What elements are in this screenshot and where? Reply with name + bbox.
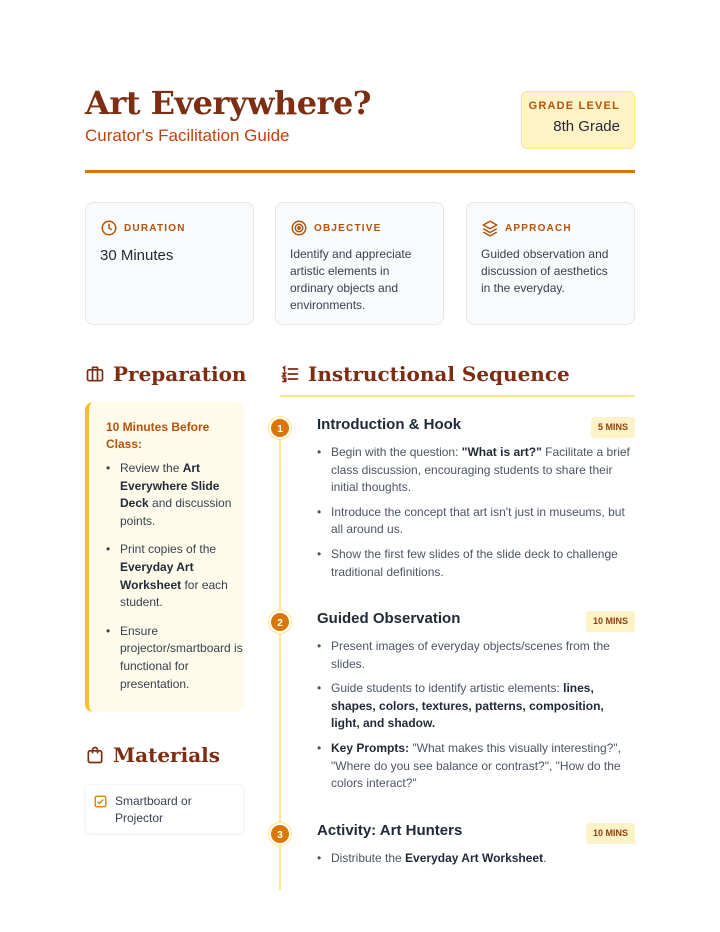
list-item: • Ensure projector/smartboard is functional for presentation. bbox=[106, 623, 246, 693]
lesson-guide-page bbox=[85, 0, 635, 932]
materials-heading bbox=[85, 743, 220, 767]
step-list bbox=[317, 638, 635, 800]
objective-label: OBJECTIVE bbox=[314, 222, 382, 234]
step-list bbox=[317, 444, 635, 588]
objective-card bbox=[275, 202, 444, 325]
duration-badge: 10 MINS bbox=[586, 823, 635, 844]
step-list bbox=[317, 850, 635, 875]
preparation-heading bbox=[85, 362, 246, 386]
grade-level-value: 8th Grade bbox=[553, 118, 620, 135]
page-title: Art Everywhere? bbox=[85, 84, 372, 122]
step-number: 2 bbox=[269, 611, 291, 633]
preparation-subheading: 10 Minutes Before Class: bbox=[106, 420, 210, 451]
step-title: Introduction & Hook bbox=[317, 416, 462, 433]
list-item: • Begin with the question: "What is art?" Facilitate a brief class discussion, encouraging students to share their initial thoughts. bbox=[317, 444, 635, 497]
header-divider bbox=[85, 170, 635, 173]
list-ordered-icon bbox=[280, 364, 300, 384]
preparation-box bbox=[85, 402, 244, 712]
sequence-divider bbox=[280, 395, 635, 397]
briefcase-icon bbox=[85, 364, 105, 384]
page-subtitle: Curator's Facilitation Guide bbox=[85, 126, 290, 145]
duration-value: 30 Minutes bbox=[100, 247, 174, 264]
list-item: • Key Prompts: "What makes this visually interesting?", "Where do you see balance or contrast?", "How do the colors interact?" bbox=[317, 740, 635, 793]
sequence-heading bbox=[280, 362, 570, 386]
clock-icon bbox=[100, 219, 118, 237]
materials-title: Materials bbox=[113, 743, 221, 767]
step-title: Guided Observation bbox=[317, 610, 461, 627]
list-item: • Distribute the Everyday Art Worksheet. bbox=[317, 850, 635, 868]
grade-level-box bbox=[521, 91, 635, 149]
duration-badge: 5 MINS bbox=[591, 417, 635, 438]
timeline-line bbox=[279, 428, 281, 890]
shopping-bag-icon bbox=[85, 745, 105, 765]
materials-item-label: Smartboard or Projector bbox=[115, 794, 192, 825]
target-icon bbox=[290, 219, 308, 237]
step-title: Activity: Art Hunters bbox=[317, 822, 463, 839]
step-number: 3 bbox=[269, 823, 291, 845]
objective-text: Identify and appreciate artistic elements in ordinary objects and environments. bbox=[290, 247, 412, 312]
approach-card bbox=[466, 202, 635, 325]
grade-level-label: GRADE LEVEL bbox=[528, 100, 620, 112]
list-item: • Introduce the concept that art isn't just in museums, but all around us. bbox=[317, 504, 635, 539]
checkbox-checked-icon bbox=[94, 795, 107, 808]
preparation-list bbox=[106, 460, 244, 693]
approach-label: APPROACH bbox=[505, 222, 572, 234]
materials-item bbox=[85, 784, 244, 834]
list-item: • Guide students to identify artistic elements: lines, shapes, colors, textures, patterns, composition, light, and shadow. bbox=[317, 680, 635, 733]
layers-icon bbox=[481, 219, 499, 237]
preparation-title: Preparation bbox=[113, 362, 247, 386]
step-number: 1 bbox=[269, 417, 291, 439]
list-item: • Show the first few slides of the slide deck to challenge traditional definitions. bbox=[317, 546, 635, 581]
approach-text: Guided observation and discussion of aesthetics in the everyday. bbox=[481, 247, 609, 295]
duration-label: DURATION bbox=[124, 222, 186, 234]
duration-card bbox=[85, 202, 254, 325]
sequence-title: Instructional Sequence bbox=[308, 362, 570, 386]
list-item: • Review the Art Everywhere Slide Deck and discussion points. bbox=[106, 460, 246, 530]
list-item: • Print copies of the Everyday Art Worksheet for each student. bbox=[106, 541, 246, 611]
duration-badge: 10 MINS bbox=[586, 611, 635, 632]
list-item: • Present images of everyday objects/scenes from the slides. bbox=[317, 638, 635, 673]
